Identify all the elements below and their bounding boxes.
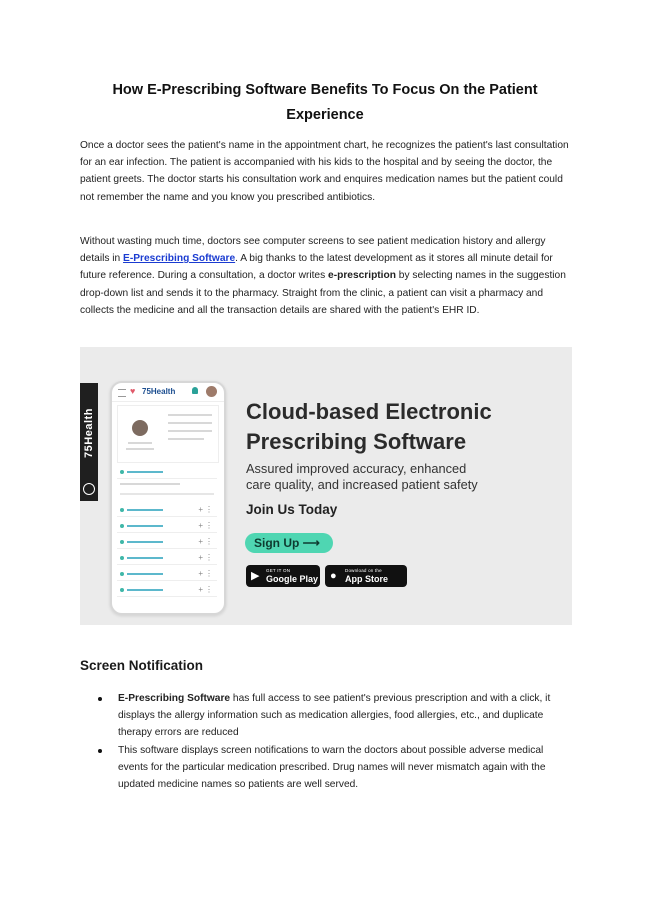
row-dot-icon: [120, 588, 124, 592]
phone-brand: 75Health: [142, 387, 176, 396]
more-icon: ⋮: [205, 505, 213, 514]
banner-headline-line-1: Cloud-based Electronic: [246, 399, 492, 424]
article-title: [80, 78, 570, 128]
placeholder-line: [168, 414, 212, 416]
row-dot-icon: [120, 470, 124, 474]
bullet-icon: [98, 697, 102, 701]
title-line-2: Experience: [286, 107, 364, 123]
google-play-label: Google Play: [266, 574, 319, 584]
placeholder-line: [168, 430, 212, 432]
paragraph-2-part-2: . A big thanks to the latest development as it stores all minute detail for future reference. During a consultation, a doctor writes: [80, 253, 553, 282]
bullet-list: [80, 690, 572, 793]
paragraph-2-part-3: by selecting names in the suggestion drop-down list and sends it to the pharmacy. Straight from the clinic, a patient can visit a pharmacy and collects the medicine and all the transaction details are shared with the patient's EHR ID.: [80, 270, 566, 316]
phone-header: [112, 383, 224, 402]
menu-icon: [118, 389, 126, 397]
title-line-1: How E-Prescribing Software Benefits To Focus On the Patient: [112, 82, 538, 98]
e-prescription-bold: e-prescription: [328, 270, 396, 282]
plus-icon: +: [198, 553, 203, 562]
bell-icon: [192, 387, 198, 394]
apple-icon: ●: [330, 570, 337, 582]
row-dot-icon: [120, 556, 124, 560]
more-icon: ⋮: [205, 569, 213, 578]
patient-photo: [132, 420, 148, 436]
row-label-bar: [127, 525, 163, 527]
list-item-text: This software displays screen notifications to warn the doctors about possible adverse medical events for the particular medication prescribed. Drug names will never mismatch again with the updated medicine names so patients are well served.: [118, 744, 546, 791]
row-label-bar: [127, 589, 163, 591]
plus-icon: +: [198, 585, 203, 594]
row-dot-icon: [120, 540, 124, 544]
placeholder-line: [120, 493, 214, 495]
placeholder-line: [168, 422, 212, 424]
phone-list-row: [117, 467, 217, 479]
join-us-text: Join Us Today: [246, 502, 338, 517]
app-store-button[interactable]: [325, 565, 407, 587]
list-item: [80, 742, 572, 794]
row-label-bar: [127, 557, 163, 559]
google-play-button[interactable]: [246, 565, 320, 587]
e-prescribing-software-link[interactable]: E-Prescribing Software: [123, 253, 236, 265]
avatar: [206, 386, 217, 397]
list-item: [80, 690, 572, 742]
paragraph-2: [80, 233, 572, 319]
placeholder-line: [126, 448, 154, 450]
plus-icon: +: [198, 521, 203, 530]
logo-mark-icon: [83, 483, 95, 495]
app-store-small-label: Download on the: [345, 568, 382, 573]
phone-list-row: [117, 521, 217, 533]
paragraph-2-part-1: Without wasting much time, doctors see computer screens to see patient medication history and allergy details in: [80, 236, 546, 265]
plus-icon: +: [198, 537, 203, 546]
plus-icon: +: [198, 569, 203, 578]
phone-list-row: [117, 569, 217, 581]
phone-mockup: [110, 381, 226, 615]
more-icon: ⋮: [205, 521, 213, 530]
row-label-bar: [127, 541, 163, 543]
more-icon: ⋮: [205, 553, 213, 562]
banner-headline-line-2: Prescribing Software: [246, 429, 467, 454]
row-label-bar: [127, 509, 163, 511]
list-item-bold: E-Prescribing Software: [118, 693, 231, 704]
section-heading: Screen Notification: [80, 658, 204, 673]
banner-subtext-line-2: care quality, and increased patient safety: [246, 477, 478, 492]
paragraph-1: Once a doctor sees the patient's name in the appointment chart, he recognizes the patient's last consultation for an ear infection. The patient is accompanied with his kids to the hospital and by seeing the doctor, the patient greets. The doctor starts his consultation work and enquires medication names but the patient could not remember the name and you know you prescribed antibiotics.: [80, 140, 569, 203]
banner-headline: [246, 397, 566, 457]
banner-subtext-line-1: Assured improved accuracy, enhanced: [246, 461, 467, 476]
side-logo-text: 75Health: [83, 408, 95, 458]
sign-up-button[interactable]: Sign Up ⟶: [245, 533, 333, 553]
side-logo: [80, 383, 98, 501]
placeholder-line: [120, 483, 180, 485]
phone-list-row: [117, 505, 217, 517]
row-dot-icon: [120, 572, 124, 576]
list-item-text: has full access to see patient's previous prescription and with a click, it displays the allergy information such as medication allergies, food allergies, etc., and duplicate therapy errors are reduced: [118, 693, 551, 739]
row-label-bar: [127, 471, 163, 473]
bullet-icon: [98, 749, 102, 753]
google-play-small-label: GET IT ON: [266, 568, 291, 573]
phone-list-row: [117, 537, 217, 549]
plus-icon: +: [198, 505, 203, 514]
more-icon: ⋮: [205, 537, 213, 546]
heart-icon: ♥: [130, 386, 136, 396]
app-store-label: App Store: [345, 574, 389, 584]
phone-list-row: [117, 585, 217, 597]
promo-banner[interactable]: [80, 347, 572, 625]
more-icon: ⋮: [205, 585, 213, 594]
row-label-bar: [127, 573, 163, 575]
patient-card: [117, 405, 219, 463]
row-dot-icon: [120, 508, 124, 512]
play-store-icon: ▶: [251, 570, 260, 582]
banner-subtext: [246, 461, 546, 493]
placeholder-line: [168, 438, 204, 440]
row-dot-icon: [120, 524, 124, 528]
placeholder-line: [128, 442, 152, 444]
phone-list-row: [117, 553, 217, 565]
